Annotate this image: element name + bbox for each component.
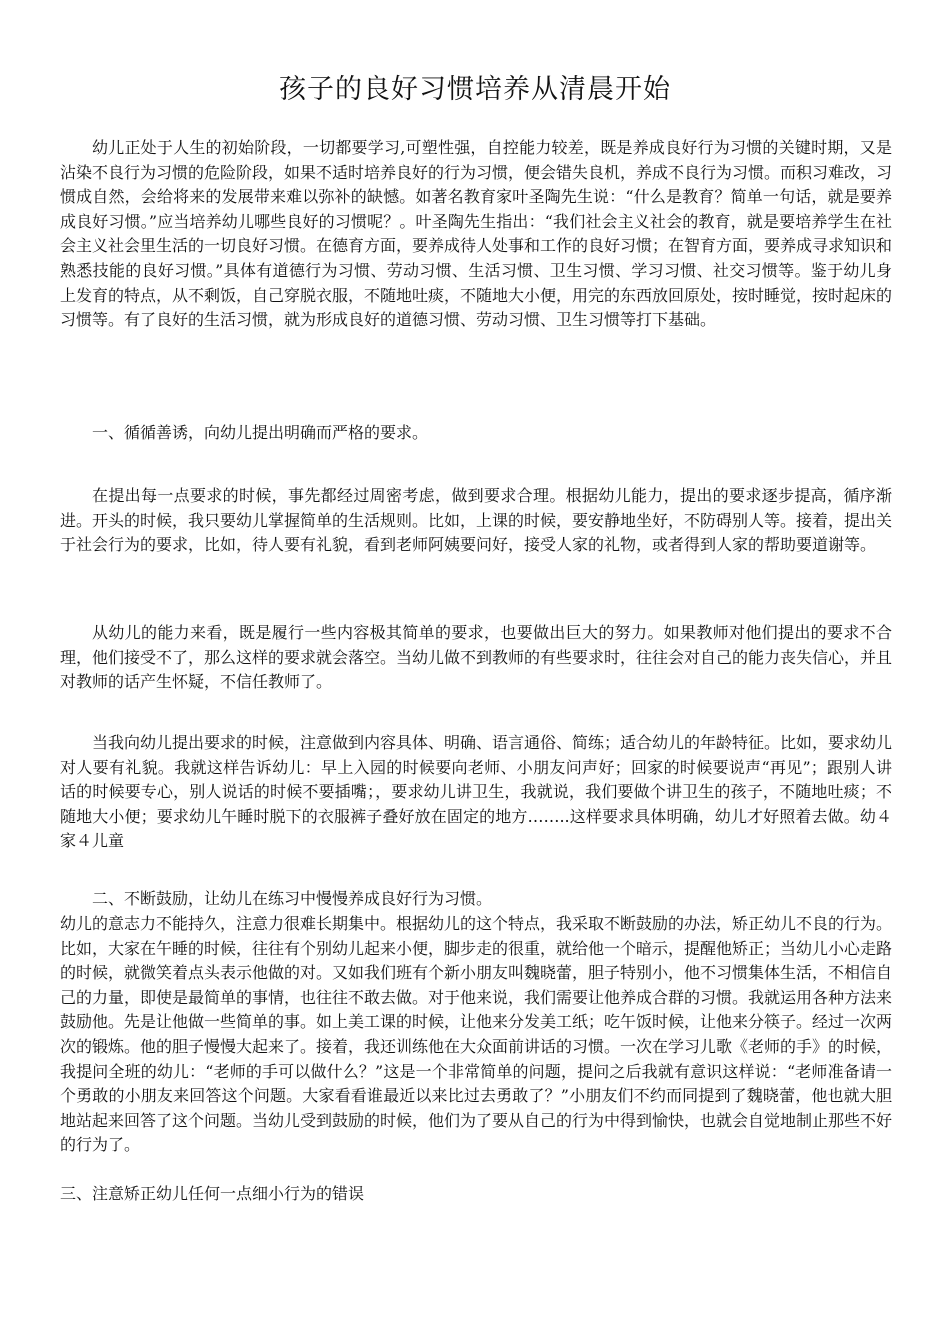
section-heading-3: 三、注意矫正幼儿任何一点细小行为的错误 <box>60 1184 365 1203</box>
document-title: 孩子的良好习惯培养从清晨开始 <box>279 74 671 105</box>
section-1-paragraph-3: 当我向幼儿提出要求的时候，注意做到内容具体、明确、语言通俗、简练；适合幼儿的年龄特征。比如，要求幼儿对人要有礼貌。我就这样告诉幼儿：早上入园的时候要向老师、小朋友问声好；回家的时候要说声“再见”；跟别人讲话的时候要专心，别人说话的时候不要插嘴；，要求幼儿讲卫生，我就说，我们要做个讲卫生的孩子，不随地吐痰；不随地大小便；要求幼儿午睡时脱下的衣服裤子叠好放在固定的地方……..这样要求具体明确，幼儿才好照着去做。幼４家４儿童 <box>60 733 893 851</box>
section-2-paragraph: 幼儿的意志力不能持久，注意力很难长期集中。根据幼儿的这个特点，我采取不断鼓励的办法，矫正幼儿不良的行为。比如，大家在午睡的时候，往往有个别幼儿起来小便，脚步走的很重，就给他一个暗示，提醒他矫正；当幼儿小心走路的时候，就微笑着点头表示他做的对。又如我们班有个新小朋友叫魏晓蕾，胆子特别小，他不习惯集体生活，不相信自己的力量，即使是最简单的事情，也往往不敢去做。对于他来说，我们需要让他养成合群的习惯。我就运用各种方法来鼓励他。先是让他做一些简单的事。如上美工课的时候，让他来分发美工纸；吃午饭时候，让他来分筷子。经过一次两次的锻炼。他的胆子慢慢大起来了。接着，我还训练他在大众面前讲话的习惯。一次在学习儿歌《老师的手》的时候，我提问全班的幼儿：“老师的手可以做什么？”这是一个非常简单的问题，提问之后我就有意识这样说：“老师准备请一个勇敢的小朋友来回答这个问题。大家看看谁最近以来比过去勇敢了？”小朋友们不约而同提到了魏晓蕾，他也就大胆地站起来回答了这个问题。当幼儿受到鼓励的时候，他们为了要从自己的行为中得到愉快，也就会自觉地制止那些不好的行为了。 <box>60 914 893 1155</box>
section-heading-2: 二、不断鼓励，让幼儿在练习中慢慢养成良好行为习惯。 <box>92 889 493 908</box>
section-1-paragraph-2: 从幼儿的能力来看，既是履行一些内容极其简单的要求，也要做出巨大的努力。如果教师对他们提出的要求不合理，他们接受不了，那么这样的要求就会落空。当幼儿做不到教师的有些要求时，往往会对自己的能力丧失信心，并且对教师的话产生怀疑，不信任教师了。 <box>60 623 893 692</box>
section-1-paragraph-1: 在提出每一点要求的时候，事先都经过周密考虑，做到要求合理。根据幼儿能力，提出的要求逐步提高，循序渐进。开头的时候，我只要幼儿掌握简单的生活规则。比如，上课的时候，要安静地坐好，不防碍别人等。接着，提出关于社会行为的要求，比如，待人要有礼貌，看到老师阿姨要问好，接受人家的礼物，或者得到人家的帮助要道谢等。 <box>60 486 893 555</box>
intro-paragraph: 幼儿正处于人生的初始阶段，一切都要学习,可塑性强，自控能力较差，既是养成良好行为习惯的关键时期，又是沾染不良行为习惯的危险阶段，如果不适时培养良好的行为习惯，便会错失良机，养成不良行为习惯。而积习难改，习惯成自然，会给将来的发展带来难以弥补的缺憾。如著名教育家叶圣陶先生说：“什么是教育？简单一句话，就是要养成良好习惯。”应当培养幼儿哪些良好的习惯呢？。叶圣陶先生指出：“我们社会主义社会的教育，就是要培养学生在社会主义社会里生活的一切良好习惯。在德育方面，要养成待人处事和工作的良好习惯；在智育方面，要养成寻求知识和熟悉技能的良好习惯。”具体有道德行为习惯、劳动习惯、生活习惯、卫生习惯、学习习惯、社交习惯等。鉴于幼儿身上发育的特点，从不剩饭，自己穿脱衣服，不随地吐痰，不随地大小便，用完的东西放回原处，按时睡觉，按时起床的习惯等。有了良好的生活习惯，就为形成良好的道德习惯、劳动习惯、卫生习惯等打下基础。 <box>60 138 893 330</box>
section-heading-1: 一、循循善诱，向幼儿提出明确而严格的要求。 <box>92 423 429 442</box>
